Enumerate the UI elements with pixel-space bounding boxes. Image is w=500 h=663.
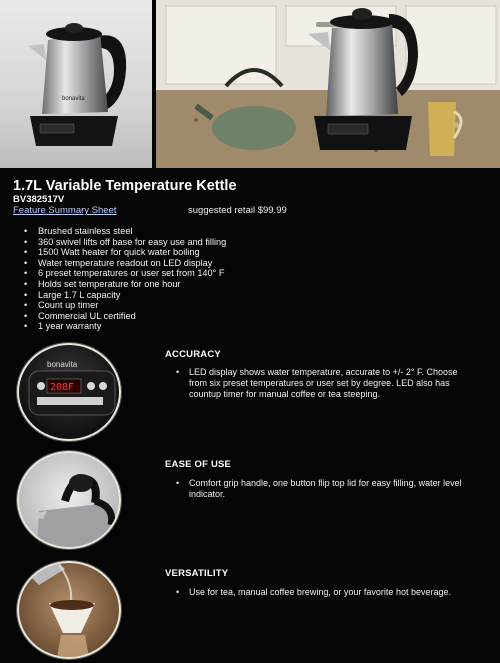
model-number: BV382517V bbox=[13, 194, 65, 205]
feature-item: • Water temperature readout on LED display bbox=[24, 258, 226, 269]
kettle-product-photo bbox=[0, 0, 152, 168]
bonavita-logo: bonavita bbox=[62, 96, 85, 102]
feature-item: • Holds set temperature for one hour bbox=[24, 279, 226, 290]
feature-item: • Brushed stainless steel bbox=[24, 226, 226, 237]
bonavita-logo: bonavita bbox=[47, 360, 78, 369]
feature-summary-link[interactable]: Feature Summary Sheet bbox=[13, 205, 117, 216]
feature-item: • Large 1.7 L capacity bbox=[24, 290, 226, 301]
feature-item: • 1 year warranty bbox=[24, 321, 226, 332]
control-panel-closeup-image bbox=[17, 343, 121, 441]
feature-item: • 360 swivel lifts off base for easy use and filling bbox=[24, 237, 226, 248]
versatility-bullet: • Use for tea, manual coffee brewing, or your favorite hot beverage. bbox=[176, 587, 476, 598]
feature-item: • Count up timer bbox=[24, 300, 226, 311]
accuracy-bullet: • LED display shows water temperature, accurate to +/- 2° F. Choose from six preset temperatures or user set by degree. LED also has countup timer for manual coffee or tea steeping. bbox=[176, 367, 476, 401]
led-readout: 208F bbox=[50, 382, 75, 393]
kitchen-scene-photo bbox=[156, 0, 500, 168]
suggested-retail-price: suggested retail $99.99 bbox=[188, 205, 287, 216]
feature-item: • Commercial UL certified bbox=[24, 311, 226, 322]
section-title-versatility: VERSATILITY bbox=[165, 568, 229, 579]
product-title: 1.7L Variable Temperature Kettle bbox=[13, 178, 237, 194]
accuracy-details bbox=[176, 367, 476, 401]
feature-item: • 1500 Watt heater for quick water boiling bbox=[24, 247, 226, 258]
feature-item: • 6 preset temperatures or user set from 140° F bbox=[24, 268, 226, 279]
feature-list bbox=[24, 226, 226, 332]
open-lid-closeup-image bbox=[17, 451, 121, 549]
pour-over-coffee-image bbox=[17, 561, 121, 659]
ease-of-use-details bbox=[176, 478, 476, 500]
ease-of-use-bullet: • Comfort grip handle, one button flip top lid for easy filling, water level indicator. bbox=[176, 478, 476, 500]
versatility-details bbox=[176, 587, 476, 598]
section-title-ease-of-use: EASE OF USE bbox=[165, 459, 232, 470]
section-title-accuracy: ACCURACY bbox=[165, 349, 221, 360]
